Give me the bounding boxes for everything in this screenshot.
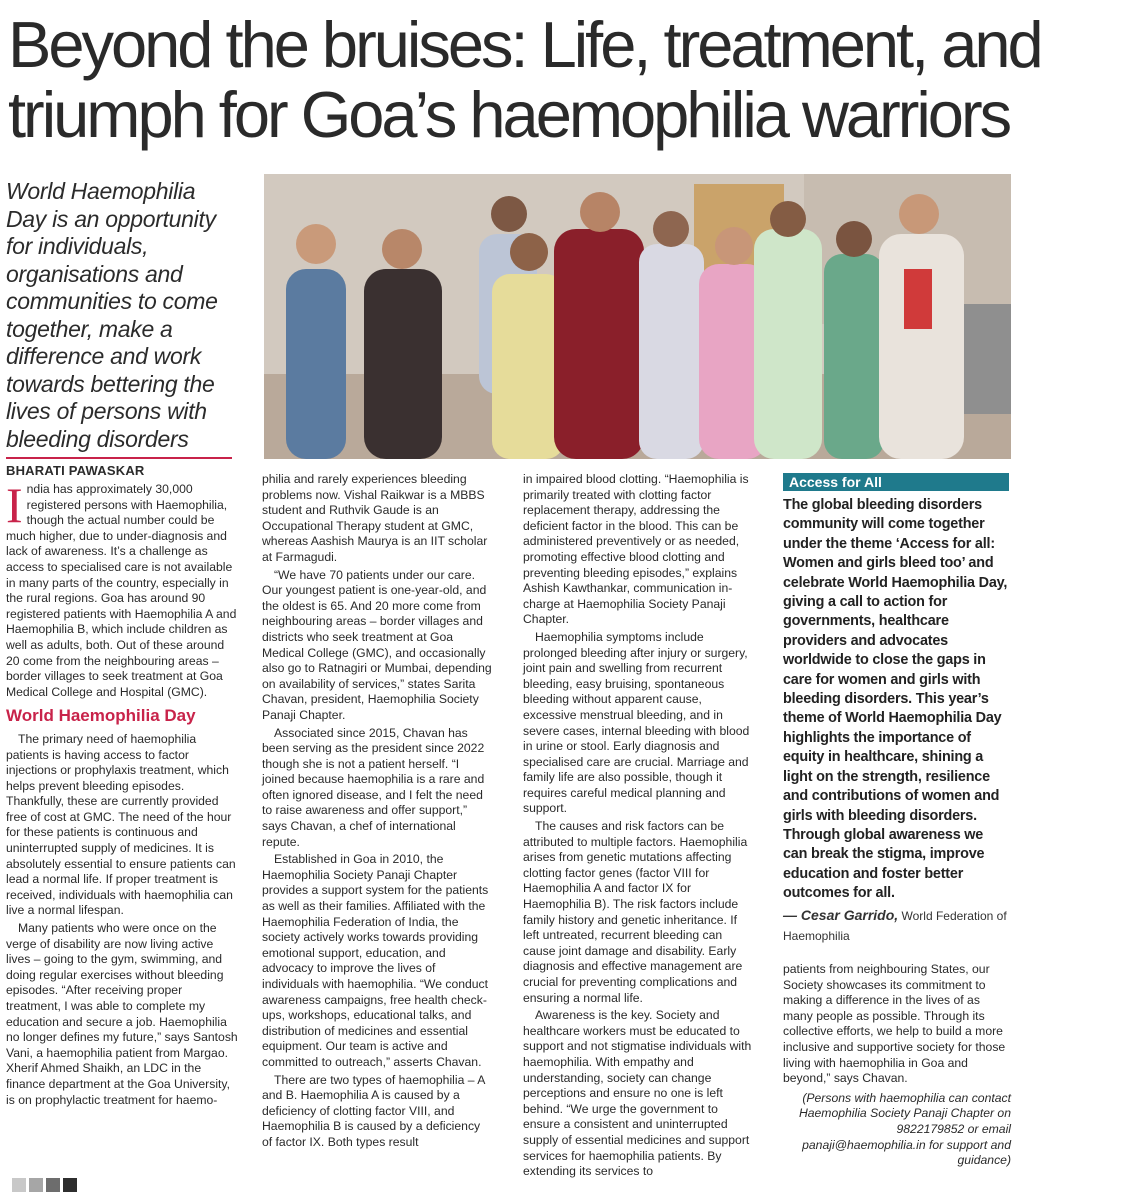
byline: BHARATI PAWASKAR <box>6 463 145 478</box>
paragraph: The primary need of haemophilia patients is having access to factor injections or prophylaxis treatment, which helps prevent bleeding episodes. Thankfully, these are currently provided free of cost at GMC. The need of the hour for these patients is continuous and uninterrupted supply of medicines. It is absolutely essential to ensure patients can lead a normal life. If proper treatment is received, individuals with haemophilia can live a normal lifespan. <box>6 731 236 918</box>
article-column-1 <box>6 477 238 1110</box>
paragraph: Many patients who were once on the verge of disability are now living active lives – going to the gym, swimming, and doing regular exercises without bleeding episodes. “After receiving proper treatment, I was able to complete my education and secure a job. Haemophilia no longer defines my future,” says Santosh Vani, a haemophilia patient from Margao. Xherif Ahmed Shaikh, an LDC in the finance department at the Goa University, is on prophylactic treatment for haemo- <box>6 921 238 1107</box>
article-column-3 <box>523 472 755 1182</box>
group-photo <box>264 174 1011 459</box>
paragraph: patients from neighbouring States, our Society showcases its commitment to making a difference in the lives of as many people as possible. Through its collective efforts, we help to build a more inclusive and supportive society for those living with haemophilia in Goa and beyond,” says Chavan. <box>783 962 1006 1086</box>
marker-square <box>46 1178 60 1192</box>
paragraph <box>6 477 238 700</box>
quote-attribution <box>783 905 1011 1169</box>
standfirst: World Haemophilia Day is an opportunity for individuals, organisations and communities to come together, make a difference and work towards bettering the lives of persons with bleeding disorders <box>6 178 218 452</box>
paragraph: Associated since 2015, Chavan has been serving as the president since 2022 though she is not a patient herself. “I joined because haemophilia is a rare and often ignored disease, and I felt the need to raise awareness and offer support,” says Chavan, a chef of international repute. <box>262 725 485 849</box>
paragraph: The causes and risk factors can be attributed to multiple factors. Haemophilia arises from genetic mutations affecting clotting factor genes (factor VIII for Haemophilia A and factor IX for Haemophilia B). The risk factors include family history and genetic inheritance. If left untreated, recurrent bleeding can cause joint damage and disability. Early diagnosis and effective management are crucial for preventing complications and ensuring a normal life. <box>523 819 748 1005</box>
standfirst-divider <box>6 457 232 459</box>
printer <box>964 304 1011 414</box>
quote-author: — Cesar Garrido, <box>783 907 899 923</box>
paragraph: Haemophilia symptoms include prolonged bleeding after injury or surgery, joint pain and swelling from recurrent bleeding, easy bruising, spontaneous bleeding without apparent cause, excessive menstrual bleeding, and in severe cases, internal bleeding with blood in urine or stool. Early diagnosis and specialised care are crucial. Marriage and family life are also possible, though it requires careful medical planning and support. <box>523 629 750 816</box>
group-photo-illustration <box>264 174 1011 459</box>
article-column-2 <box>262 472 492 1153</box>
contact-note: (Persons with haemophilia can contact Haemophilia Society Panaji Chapter on 9822179852 or email panaji@haemophilia.in for support and guidance) <box>798 1090 1011 1168</box>
paragraph-text: ndia has approximately 30,000 registered persons with Haemophilia, though the actual number could be much higher, due to under-diagnosis and lack of awareness. It’s a challenge as access to specialised care is not available in many parts of the country, especially in the rural regions. Goa has around 90 registered patients with Haemophilia A and Haemophilia B, which include children as well as adults, both. Out of these around 20 come from the neighbouring areas – border villages to seek treatment at Goa Medical College and Hospital (GMC). <box>6 482 237 699</box>
access-for-all-heading: Access for All <box>783 473 1009 491</box>
marker-square <box>29 1178 43 1192</box>
subhead-world-haemophilia-day: World Haemophilia Day <box>6 706 196 726</box>
paragraph: in impaired blood clotting. “Haemophilia is primarily treated with clotting factor replacement therapy, addressing the deficient factor in the blood. This can be administered preventively or as needed, promoting effective blood clotting and preventing bleeding episodes,” explains Ashish Kawthankar, communication in-charge at Haemophilia Society Panaji Chapter. <box>523 472 749 627</box>
drop-cap: I <box>6 477 23 533</box>
quote-affiliation: World Federation of Haemophilia <box>783 909 1007 943</box>
page-marker <box>12 1178 80 1197</box>
paragraph: Awareness is the key. Society and healthcare workers must be educated to support and not stigmatise individuals with haemophilia. With empathy and understanding, society can change perceptions and ensure no one is left behind. “We urge the government to ensure a consistent and uninterrupted supply of essential medicines and support services for haemophilia patients. By extending its services to <box>523 1008 752 1179</box>
paragraph: “We have 70 patients under our care. Our youngest patient is one-year-old, and the oldest is 65. And 20 more come from neighbouring areas – border villages and districts who seek treatment at Goa Medical College (GMC), and occasionally also go to Ratnagiri or Mumbai, depending on availability of services,” states Sarita Chavan, president, Haemophilia Society Panaji Chapter. <box>262 567 492 722</box>
paragraph: Established in Goa in 2010, the Haemophilia Society Panaji Chapter provides a support system for the patients as well as their families. Affiliated with the Haemophilia Federation of India, the society actively works towards providing emotional support, education, and advocacy to improve the lives of individuals with haemophilia. “We conduct awareness campaigns, free health check-ups, workshops, educational talks, and distribution of medicines and essential equipment. Our team is active and committed to outreach,” asserts Chavan. <box>262 852 489 1069</box>
marker-square <box>12 1178 26 1192</box>
access-for-all-quote: The global bleeding disorders community will come together under the theme ‘Access for all: Women and girls bleed too’ and celebrate World Haemophilia Day, giving a call to action for governments, healthcare providers and advocates worldwide to close the gaps in care for women and girls with bleeding disorders. This year’s theme of World Haemophilia Day highlights the importance of equity in healthcare, shining a light on the strength, resilience and contributions of women and girls with bleeding disorders. Through global awareness we can break the stigma, improve education and foster better outcomes for all. <box>783 497 1008 902</box>
headline: Beyond the bruises: Life, treatment, and triumph for Goa’s haemophilia warriors <box>8 8 1041 151</box>
paragraph: There are two types of haemophilia – A and B. Haemophilia A is caused by a deficiency of clotting factor VIII, and Haemophilia B is caused by a deficiency of factor IX. Both types result <box>262 1072 485 1149</box>
article-column-4 <box>783 962 1011 1169</box>
marker-square <box>63 1178 77 1192</box>
paragraph: philia and rarely experiences bleeding problems now. Vishal Raikwar is a MBBS student and Ruthvik Gaude is an Occupational Therapy student at GMC, whereas Aashish Maurya is an IIT scholar at Farmagudi. <box>262 472 488 564</box>
